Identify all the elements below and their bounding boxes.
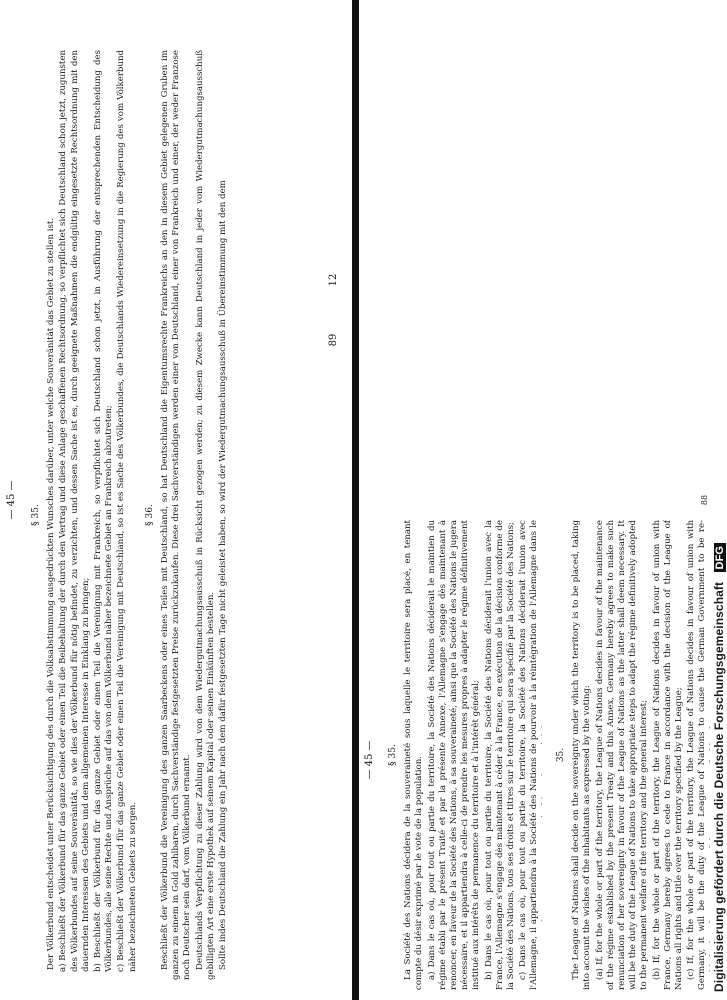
de-section-35-c: c) Beschließt der Völkerbund für das ganze Gebiet oder einen Teil die Vereinigung mit Deutschland, so ist es Sache des Völkerbundes, die Deutschlands Wiedereinsetzung in die Regierung des vom Völkerbund näher bezeichneten Gebiets zu sorgen. — [116, 50, 138, 972]
en-section-35-title: 35. — [556, 747, 566, 763]
fr-section-35-p1: La Société des Nations décidera de la souveraineté sous laquelle le territoire sera placé, en tenant compte du désir exprimé par le vote de la population. — [403, 520, 425, 990]
dfg-logo-badge: DFG — [714, 543, 726, 573]
german-text-column — [25, 50, 325, 980]
dfg-watermark — [712, 0, 727, 1000]
de-section-36-p1: Beschließt der Völkerbund die Vereinigung des ganzen Saarbeckens oder eines Teiles mit Deutschland, so hat Deutschland die Eigentumsrechte Frankreichs an den in diesem Gebiet gelegenen Gruben im ganzen zu einem in Gold zahlbaren, durch Sachverständige festgesetzten Preise zurückzukaufen. Diese drei Sachverständigen werden einer von Deutschland, einer von Frankreich und einer, der weder Franzose noch Deutscher sein darf, vom Völkerbund ernannt. — [160, 50, 193, 980]
page-divider — [352, 0, 359, 1000]
french-text-column — [382, 520, 542, 990]
watermark-text: Digitalisierung gefördert durch die Deutsche Forschungsgemeinschaft — [712, 581, 726, 992]
de-section-35-title: § 35. — [31, 504, 41, 526]
lower-page-number: — 45 — — [364, 740, 375, 780]
en-section-35-a: (a) If, for the whole or part of the territory, the League of Nations decides in favour of the maintenance of the régime established by the present Treaty and this Annex, Germany hereby agrees to make such renunciation of her sovereignty in favour of the League of Nations as the latter shall deem necessary. It will be the duty of the League of Nations to take appropriate steps to adapt the régime definitively adopted to the permanent welfare of the territory and the general interest; — [594, 520, 650, 990]
upper-page-number: — 45 — — [6, 480, 17, 520]
de-section-35-b: b) Beschließt der Völkerbund für das ganze Gebiet oder einen Teil die Vereinigung mit Frankreich, so verpflichtet sich Deutschland schon jetzt, in Ausführung der entsprechenden Entscheidung des Völkerbundes, alle seine Rechte und Ansprüche auf das von dem Völkerbund näher bezeichnete Gebiet an Frankreich abzutreten; — [93, 50, 115, 972]
fr-section-35-a: a) Dans le cas où, pour tout ou partie du territoire, la Société des Nations déciderait le maintien du régime établi par le présent Traité et par la présente Annexe, l'Allemagne s'engage dès maintenant à renoncer, en faveur de la Société des Nations, à sa souveraineté, ainsi que la Société des Nations le jugera nécessaire, et il appartiendra à celle-ci de prendre les mesures propres à adapter le régime définitivement institué aux intérêts de permanence du territoire et à l'intérêt général; — [426, 520, 482, 990]
fr-section-35-b: b) Dans le cas où, pour tout ou partie du territoire, la Société des Nations déciderait l'union avec la France, l'Allemagne s'engage dès maintenant à céder à la France, en exécution de la décision conforme de la Société des Nations, tous ses droits et titres sur le territoire qui sera spécifié par la Société des Nations; — [483, 520, 517, 990]
fr-section-35-title: § 35. — [388, 744, 398, 766]
en-section-35-b: (b) If, for the whole or part of the territory, the League of Nations decides in favour of union with France, Germany hereby agrees to cede to France in accordance with the decision of the League of Nations all rights and title over the territory specified by the League; — [651, 520, 685, 990]
english-text-column — [550, 520, 710, 990]
en-section-35-c: (c) If, for the whole or part of the territory, the League of Nations decides in favour of union with Germany, it will be the duty of the League of Nations to cause the German Government to be re- — [686, 520, 708, 990]
fr-section-35-c: c) Dans le cas où, pour tout ou partie du territoire, la Société des Nations déciderait l'union avec l'Allemagne, il appartiendra à la Société des Nations de pourvoir à la réintégration de l'Allemagne dans le — [518, 520, 540, 990]
de-section-35-a: a) Beschließt der Völkerbund für das ganze Gebiet oder einen Teil die Beibehaltung der durch den Vertrag und diese Anlage geschaffenen Rechtsordnung, so verpflichtet sich Deutschland schon jetzt, zugunsten des Völkerbundes auf seine Souveränität, so wie dies der Völkerbund für nötig befindet, zu verzichten, und dessen Sache ist es, durch geeignete Maßnahmen die endgültig eingesetzte Rechtsordnung mit den dauernden Interessen des Gebiets und dem allgemeinen Interesse in Einklang zu bringen; — [58, 50, 91, 972]
de-section-36-p3: Sollte indes Deutschland die Zahlung ein Jahr nach dem dafür festgesetzten Tage nicht geleistet haben, so wird der Wiedergutmachungsausschuß in Übereinstimmung mit den dem — [218, 180, 229, 970]
de-section-35-intro: Der Völkerbund entscheidet unter Berücksichtigung des durch die Volksabstimmung ausgedrückten Wunsches darüber, unter welche Souveränität das Gebiet zu stellen ist. — [46, 217, 57, 970]
de-section-36-p2: Deutschlands Verpflichtung zu dieser Zahlung wird von dem Wiedergutmachungsausschuß in Rücksicht gezogen werden; zu diesem Zwecke kann Deutschland in jeder vom Wiedergutmachungsausschuß gebilligten Art eine erste Hypothek auf seinem Kapital oder seinen Einkünften bestellen. — [194, 50, 216, 980]
upper-footer-right: 12 — [328, 273, 339, 287]
en-section-35-p1: The League of Nations shall decide on the sovereignty under which the territory is to be placed, taking into account the wishes of the inhabitants as expressed by the voting: — [571, 520, 593, 990]
lower-footer: 88 — [700, 494, 709, 506]
upper-footer-left: 89 — [328, 333, 339, 347]
de-section-36-title: § 36. — [144, 504, 155, 526]
